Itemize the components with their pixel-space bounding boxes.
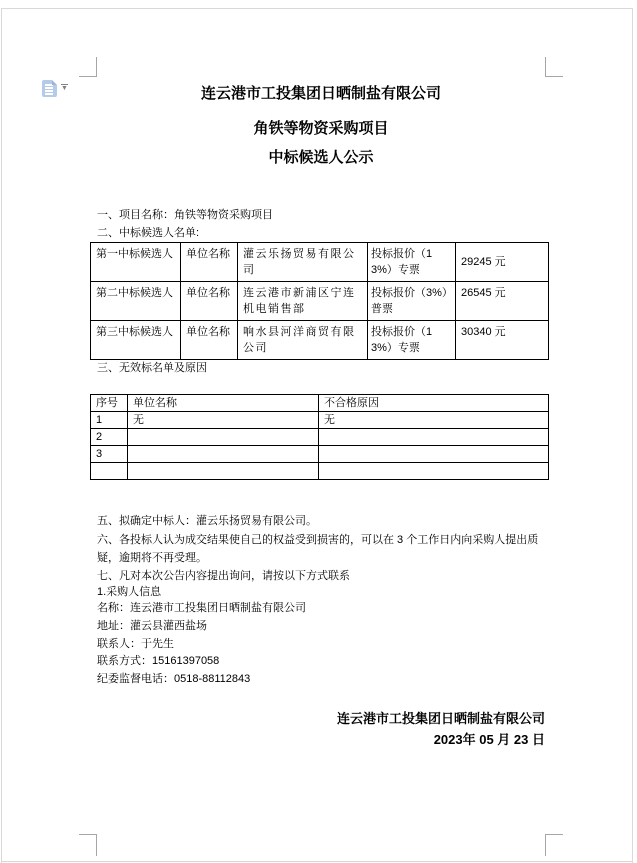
- section-objection-notice: 六、各投标人认为成交结果使自己的权益受到损害的，可以在 3 个工作日内向采购人提出质疑，逾期将不再受理。: [97, 534, 539, 564]
- reject-reason: [319, 463, 549, 480]
- company-name: 连云港市新浦区宁连机电销售部: [238, 282, 368, 321]
- table-row: [91, 463, 549, 480]
- bid-price: 29245 元: [456, 243, 549, 282]
- company-name: [128, 463, 319, 480]
- buyer-contact-person: 联系人：于先生: [97, 638, 174, 650]
- paste-options-dropdown-icon[interactable]: ▼: [61, 85, 68, 92]
- quote-type: 投标报价（13%）专票: [368, 243, 456, 282]
- row-index: 2: [91, 429, 128, 446]
- crop-mark-bottom-left: [79, 834, 97, 856]
- col-header-index: 序号: [91, 395, 128, 412]
- company-name: [128, 429, 319, 446]
- row-index: 3: [91, 446, 128, 463]
- buyer-address: 地址：灌云县灌西盐场: [97, 620, 207, 632]
- field-label: 单位名称: [181, 321, 238, 360]
- company-name: 无: [128, 412, 319, 429]
- buyer-name: 名称：连云港市工投集团日晒制盐有限公司: [97, 602, 306, 614]
- table-row: [91, 412, 549, 429]
- table-row: [91, 429, 549, 446]
- company-name: 灌云乐扬贸易有限公司: [238, 243, 368, 282]
- reject-reason: 无: [319, 412, 549, 429]
- bid-price: 26545 元: [456, 282, 549, 321]
- page-edge-left: [1, 8, 2, 863]
- document-title-announcement: 中标候选人公示: [268, 149, 374, 166]
- supervision-phone: 纪委监督电话：0518-88112843: [97, 673, 251, 685]
- candidate-rank: 第二中标候选人: [91, 282, 181, 321]
- quote-type: 投标报价（3%）普票: [368, 282, 456, 321]
- row-index: 1: [91, 412, 128, 429]
- signature-block: [337, 708, 545, 750]
- section-inquiry-contact: 七、凡对本次公告内容提出询问，请按以下方式联系: [97, 570, 350, 582]
- table-row: [91, 446, 549, 463]
- section-candidate-list: 二、中标候选人名单:: [97, 227, 200, 239]
- buyer-info-heading: 1.采购人信息: [97, 586, 162, 598]
- page-edge-top: [2, 8, 633, 9]
- crop-mark-bottom-right: [545, 834, 563, 856]
- table-row: [91, 243, 549, 282]
- document-title-company: 连云港市工投集团日晒制盐有限公司: [200, 85, 441, 102]
- row-index: [91, 463, 128, 480]
- col-header-reason: 不合格原因: [319, 395, 549, 412]
- document-title-project: 角铁等物资采购项目: [253, 120, 389, 137]
- page-edge-right: [632, 8, 633, 863]
- crop-mark-top-left: [79, 57, 97, 77]
- candidate-rank: 第一中标候选人: [91, 243, 181, 282]
- invalid-bids-table: [90, 394, 549, 480]
- reject-reason: [319, 429, 549, 446]
- field-label: 单位名称: [181, 282, 238, 321]
- table-row: [91, 321, 549, 360]
- signature-date: 2023年 05 月 23 日: [433, 732, 545, 747]
- table-header-row: [91, 395, 549, 412]
- section-invalid-bids: 三、无效标名单及原因: [97, 362, 207, 374]
- reject-reason: [319, 446, 549, 463]
- page-edge-bottom: [2, 861, 633, 862]
- col-header-company: 单位名称: [128, 395, 319, 412]
- candidate-rank: 第三中标候选人: [91, 321, 181, 360]
- table-row: [91, 282, 549, 321]
- section-project-name: 一、项目名称：角铁等物资采购项目: [97, 209, 273, 221]
- candidates-table: [90, 242, 549, 360]
- buyer-phone: 联系方式：15161397058: [97, 655, 220, 667]
- signature-company: 连云港市工投集团日晒制盐有限公司: [336, 711, 545, 726]
- crop-mark-top-right: [545, 57, 563, 77]
- section-proposed-winner: 五、拟确定中标人：灌云乐扬贸易有限公司。: [97, 515, 317, 527]
- bid-price: 30340 元: [456, 321, 549, 360]
- field-label: 单位名称: [181, 243, 238, 282]
- paste-options-icon[interactable]: [42, 80, 57, 97]
- quote-type: 投标报价（13%）专票: [368, 321, 456, 360]
- company-name: 响水县河洋商贸有限公司: [238, 321, 368, 360]
- company-name: [128, 446, 319, 463]
